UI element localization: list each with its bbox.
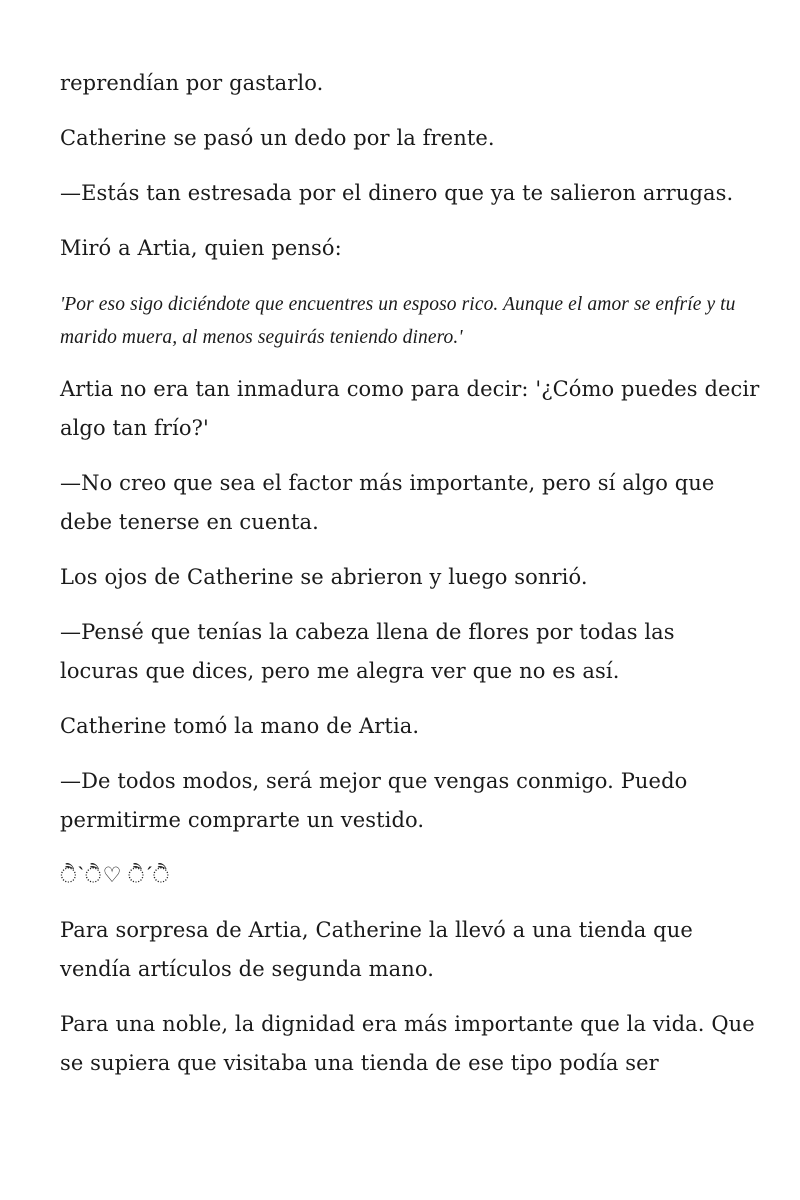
paragraph: reprendían por gastarlo. <box>60 71 324 95</box>
paragraph: —De todos modos, será mejor que vengas conmigo. Puedo permitirme comprarte un vestido. <box>60 769 688 832</box>
scene-break-divider: ੈ`ੈ♡ ੈ´ੈ <box>60 863 171 887</box>
reader-page <box>60 64 760 1099</box>
paragraph: Los ojos de Catherine se abrieron y luego sonrió. <box>60 565 588 589</box>
paragraph: —Estás tan estresada por el dinero que ya te salieron arrugas. <box>60 181 734 205</box>
paragraph: Miró a Artia, quien pensó: <box>60 236 342 260</box>
paragraph: Para una noble, la dignidad era más importante que la vida. Que se supiera que visitaba una tienda de ese tipo podía ser <box>60 1012 755 1075</box>
paragraph: Catherine se pasó un dedo por la frente. <box>60 126 495 150</box>
paragraph: Para sorpresa de Artia, Catherine la llevó a una tienda que vendía artículos de segunda mano. <box>60 918 693 981</box>
paragraph: —Pensé que tenías la cabeza llena de flores por todas las locuras que dices, pero me alegra ver que no es así. <box>60 620 675 683</box>
paragraph: —No creo que sea el factor más importante, pero sí algo que debe tenerse en cuenta. <box>60 471 715 534</box>
paragraph: Catherine tomó la mano de Artia. <box>60 714 420 738</box>
inner-thought-paragraph: 'Por eso sigo diciéndote que encuentres un esposo rico. Aunque el amor se enfríe y tu marido muera, al menos seguirás teniendo dinero.' <box>60 294 736 348</box>
paragraph: Artia no era tan inmadura como para decir: '¿Cómo puedes decir algo tan frío?' <box>60 377 760 440</box>
